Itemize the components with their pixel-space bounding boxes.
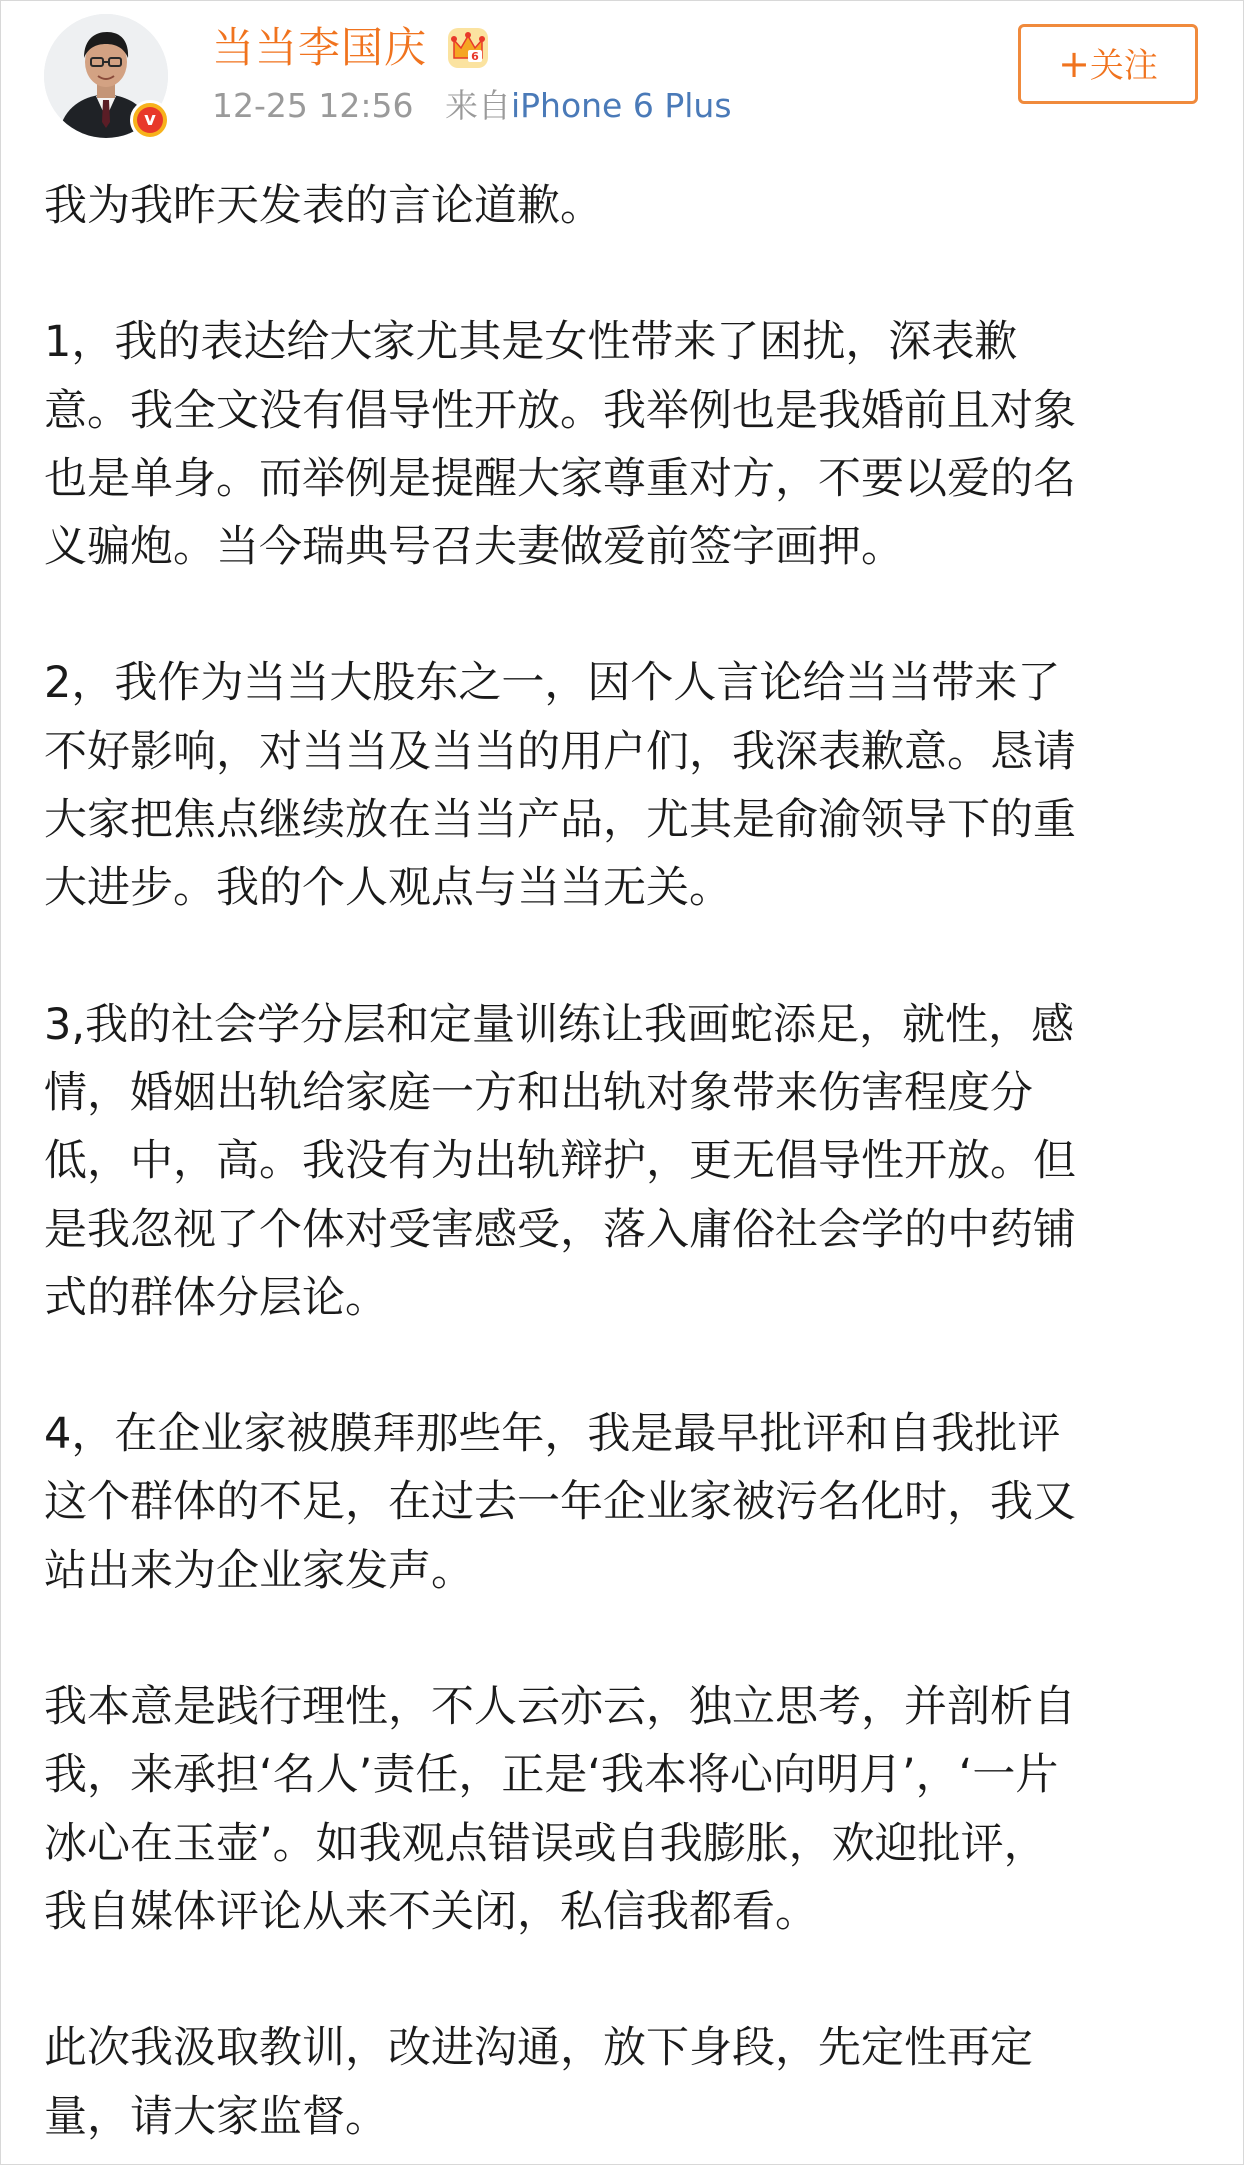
post-paragraph: 4，在企业家被膜拜那些年，我是最早批评和自我批评 这个群体的不足，在过去一年企业家被污名化时，我又 站出来为企业家发声。 xyxy=(44,1409,1076,1596)
author-name[interactable]: 当当李国庆 xyxy=(212,23,428,72)
plus-icon: + xyxy=(1058,42,1090,86)
post-paragraph: 我本意是践行理性，不人云亦云，独立思考，并剖析自 我，来承担‘名人’责任，正是‘我本将心向明月’，‘一片 冰心在玉壶’。如我观点错误或自我膨胀，欢迎批评， 我自媒体评论从来不关闭，私信我都看。 xyxy=(44,1682,1076,1937)
post-paragraph: 1，我的表达给大家尤其是女性带来了困扰，深表歉 意。我全文没有倡导性开放。我举例也是我婚前且对象 也是单身。而举例是提醒大家尊重对方，不要以爱的名 义骗炮。当今瑞典号召夫妻做爱前签字画押。 xyxy=(44,317,1076,573)
post-paragraph: 我为我昨天发表的言论道歉。 xyxy=(44,181,603,231)
post-device-link[interactable]: iPhone 6 Plus xyxy=(510,86,732,125)
verified-badge-icon xyxy=(130,100,170,140)
verified-badge-letter: v xyxy=(137,107,163,133)
post-meta xyxy=(212,84,732,128)
post-timestamp: 12-25 12:56 xyxy=(212,86,414,125)
post-paragraph: 此次我汲取教训，改进沟通，放下身段，先定性再定 量，请大家监督。 xyxy=(44,2023,1033,2142)
crown-icon xyxy=(446,26,490,70)
post-source-prefix: 来自 xyxy=(444,86,511,125)
follow-button-label: 关注 xyxy=(1089,46,1158,86)
svg-text:6: 6 xyxy=(471,50,479,63)
post-body xyxy=(44,172,1214,2151)
post-paragraph: 2，我作为当当大股东之一，因个人言论给当当带来了 不好影响，对当当及当当的用户们，我深表歉意。恳请 大家把焦点继续放在当当产品，尤其是俞渝领导下的重 大进步。我的个人观点与当当无关。 xyxy=(44,658,1076,914)
follow-button[interactable] xyxy=(1018,24,1198,104)
post-paragraph: 3,我的社会学分层和定量训练让我画蛇添足，就性，感 情，婚姻出轨给家庭一方和出轨对象带来伤害程度分 低，中，高。我没有为出轨辩护，更无倡导性开放。但 是我忽视了个体对受害感受，落入庸俗社会学的中药铺 式的群体分层论。 xyxy=(44,999,1076,1323)
